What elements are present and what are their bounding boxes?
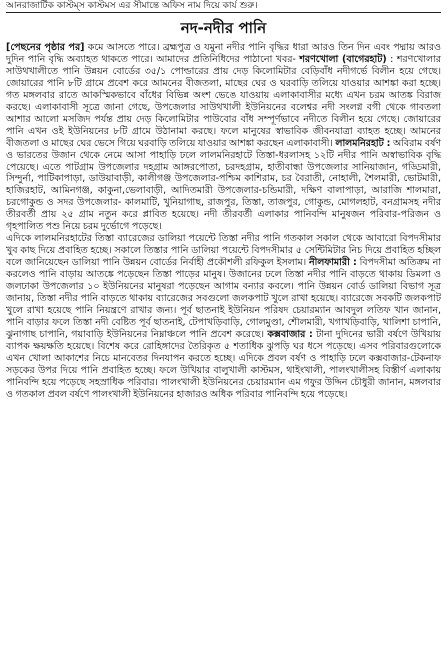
dateline-lalmonirhat: লালমনিরহাট : xyxy=(335,137,391,149)
body-text-5: বিপদসীমা অতিক্রম না করলেও পানি বাড়ায় আতঙ্কে পড়েছেন তিস্তা পাড়ের মানুষ। উজানের ঢলে তিস্তা নদীর পানি বাড়তে থাকায় ডিমলা ও জলঢাকা উপজেলার ১০ ইউনিয়নের মানুষরা পড়েছেন আগাম বন্যার কবলে। পানি উন্নয়ন বোর্ড ডালিয়া বিভাগ সূত্র জানায়, তিস্তা নদীর পানি বাড়তে থাকায় ব্যারেজের সবগুলো জলকপাট খুলে রাখা হয়েছে। ব্যারেজে সবকটি জলকপাট খুলে রাখা হয়েছে পানি নিয়ন্ত্রণে রাখার জন্য। পূর্ব ছাতনাই ইউনিয়ন পরিষদ চেয়ারম্যান আবদুল লতিফ খান জানান, পানি বাড়ার ফলে তিস্তা নদী বেষ্টিত পূর্ব ছাতনাই, টেপাখড়িবাড়ি, গোলমুণ্ডা, শৌলমারী, খগাখড়িবাড়ি, খালিশা চাপানি, ঝুনাগাছ চাপানি, গয়াবাড়ি ইউনিয়নের নিম্নাঞ্চলে পানি প্রবেশ করেছে। xyxy=(6,257,441,340)
body-text-1: কমে আসতে পারে। ব্রহ্মপুত্র ও যমুনা নদীর পানি বৃদ্ধির ধারা আরও তিন দিন এবং পদ্মায় আরও দুদিন পানি বৃদ্ধি অব্যাহত থাকতে পারে। আমাদের প্রতিনিধিদের পাঠানো খবর- xyxy=(6,42,441,65)
body-text-6: টানা দুদিনের ভারী বর্ষণে উখিয়ায় ব্যাপক ক্ষয়ক্ষতি হয়েছে। বিশেষ করে রোহিঙ্গাদের তৈরিকৃত ৫ শতাধিক ঝুপড়ি ঘর ধসে পড়েছে। এসব পরিবারগুলোকে এখন খোলা আকাশের নিচে মানবেতর দিনযাপন করতে হচ্ছে। এদিকে প্রবল বর্ষণ ও পাহাড়ি ঢলে কক্সবাজার-টেকনাফ সড়কের উপর দিয়ে পানি প্রবাহিত হচ্ছে। ফলে উখিয়ার বালুখালী কাস্টমস, থাইংখালী, পালংখালীসহ বিস্তীর্ণ এলাকায় পানিবন্দি হয়ে পড়েছে সহস্রাধিক পরিবার। পালংখালী ইউনিয়নের চেয়ারম্যান এম গফুর উদ্দিন চৌধুরী জানান, মঙ্গলবার ও গতকাল প্রবল বর্ষণে পালংখালী ইউনিয়নের হাজারও অধিক পরিবার পানিবন্দি হয়ে পড়েছে। xyxy=(6,328,441,400)
previous-article-tail: আনরাজার্টিক কাস্টম্স কাস্টমস এর সীমান্তে অফিস নাম দিয়ে কার্য শুরু। xyxy=(6,0,441,13)
article-headline: নদ-নদীর পানি xyxy=(180,19,267,37)
dateline-coxsbazar: কক্সবাজার : xyxy=(267,328,313,340)
dateline-nilphamari: নীলফামারী : xyxy=(308,257,357,269)
continuation-label: [পেছনের পৃষ্ঠার পর] xyxy=(6,42,85,53)
body-text-2: : শরণখোলার সাউথখালীতে পানি উন্নয়ন বোর্ডের ৩৫/১ পোল্ডারের প্রায় দেড় কিলোমিটার বেড়িবাঁধ নদীগর্ভে বিলীন হয়ে গেছে। জোয়ারের পানি ৮টি গ্রামে প্রবেশ করে আমনের বীজতলা, মাছের ঘের ও ঘরবাড়ি তলিয়ে যাওয়ার আশঙ্কা করা হচ্ছে। গত মঙ্গলবার রাতে আকস্মিকভাবে বাঁধের বিভিন্ন অংশ ভেঙে যাওয়ায় এলাকাবাসীর মধ্যে এখন চরম আতঙ্ক বিরাজ করছে। এলাকাবাসী সূত্রে জানা গেছে, উপজেলার সাউথখালী ইউনিয়নের বলেশ্বর নদী সংলগ্ন বগী থেকে গাবতলা আশার আলো মসজিদ পর্যন্ত প্রায় দেড় কিলোমিটার পাউবোর বাঁধ সম্পূর্ণভাবে নদীতে বিলীন হয়ে গেছে। জোয়ারের পানি এখন ওই ইউনিয়নের ৮টি গ্রামে উঠানামা করছে। ফলে মানুষের স্বাভাবিক জীবনযাত্রা ব্যাহত হচ্ছে। আমনের বীজতলা ও মাছের ঘের ভেসে গিয়ে ঘরবাড়ি তলিয়ে যাওয়ার আশঙ্কা করছেন এলাকাবাসী। xyxy=(6,53,441,149)
dateline-sharankhola: শরণখোলা (বাগেরহাট) xyxy=(299,53,387,65)
body-text-4: এদিকে লালমনিরহাটের তিস্তা ব্যারেজের ডালিয়া পয়েন্টে তিস্তা নদীর পানি গতকাল সকাল থেকে আবারো বিপদসীমার খুব কাছ দিয়ে প্রবাহিত হচ্ছে। সকালে তিস্তার পানি ডালিয়া পয়েন্টে বিপদসীমার ৫ সেন্টিমিটার নিচ দিয়ে প্রবাহিত হচ্ছিল বলে জানিয়েছেন ডালিয়া পানি উন্নয়ন বোর্ডের নির্বাহী প্রকৌশলী রফিকুল ইসলাম। xyxy=(6,233,441,269)
article-body xyxy=(6,42,441,401)
body-text-3: অবিরাম বর্ষণ ও ভারতের উজান থেকে নেমে আসা পাহাড়ি ঢলে লালমনিরহাটে তিস্তা-ধরলাসহ ১২টি নদীর পানি অস্বাভাবিক বৃদ্ধি পেয়েছে। এতে পাটগ্রাম উপজেলার দহগ্রাম আঙ্গরপোতা, চরদহগ্রাম, হাতীবান্ধা উপজেলার সানিয়াজান, গড্ডিমারী, সিন্দুর্না, পাটিকাপাড়া, ডাউয়াবাড়ী, কালীগঞ্জ উপজেলার-পশ্চিম কাশিরাম, চর বৈরাতী, নোহালী, শৈলমারী, ভোটমারী, হাজিরহাট, আমিনগঞ্জ, কাকুনা,ভেলাবাড়ী, আদিতমারী উপজেলার-চন্ডিমারী, দক্ষিণ বালাপাড়া, আরাজি শালমারা, চরগোকুন্ড ও সদর উপজেলার- কালমাটি, খুনিয়াগাছ, রাজপুর, তিস্তা, তাজপুর, গোকুন্ড, মোগলহাট, বনগ্রামসহ নদীর তীরবর্তী প্রায় ২৫ গ্রাম নতুন করে প্লাবিত হয়েছে। নদী তীরবর্তী এলাকার পানিবন্দি মানুষজন পরিবার-পরিজন ও গৃহপালিত পশু নিয়ে চরম দুর্ভোগে পড়েছে। xyxy=(6,137,441,233)
